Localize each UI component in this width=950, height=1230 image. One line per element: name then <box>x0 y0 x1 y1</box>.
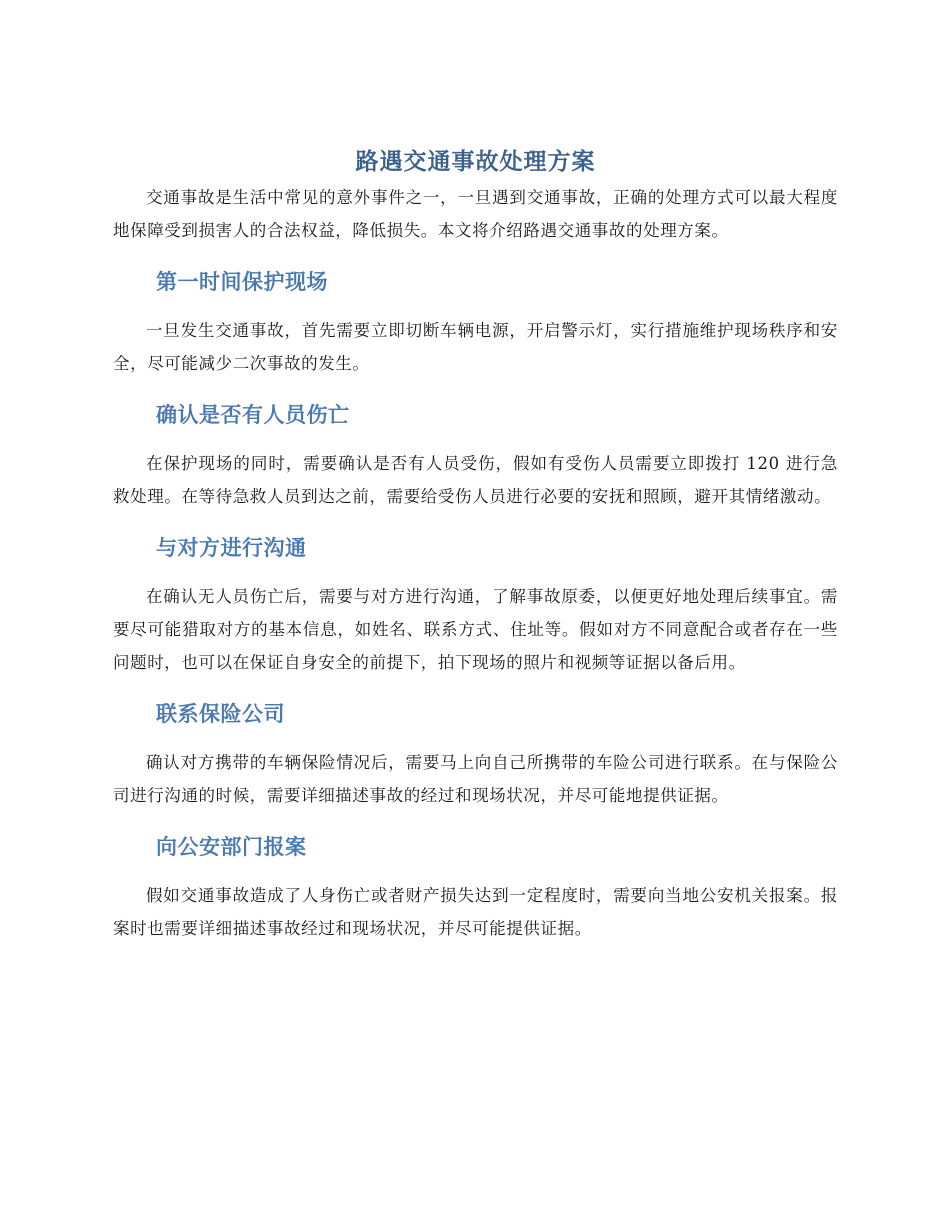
section-body-protect-scene: 一旦发生交通事故，首先需要立即切断车辆电源，开启警示灯，实行措施维护现场秩序和安全，尽可能减少二次事故的发生。 <box>113 321 838 373</box>
document-content <box>113 143 838 945</box>
document-title: 路遇交通事故处理方案 <box>355 149 596 175</box>
section-heading-insurance: 联系保险公司 <box>156 702 285 726</box>
intro-paragraph: 交通事故是生活中常见的意外事件之一，一旦遇到交通事故，正确的处理方式可以最大程度地保障受到损害人的合法权益，降低损失。本文将介绍路遇交通事故的处理方案。 <box>113 188 838 240</box>
section-body-communicate: 在确认无人员伤亡后，需要与对方进行沟通，了解事故原委，以便更好地处理后续事宜。需要尽可能猎取对方的基本信息，如姓名、联系方式、住址等。假如对方不同意配合或者存在一些问题时，也可以在保证自身安全的前提下，拍下现场的照片和视频等证据以备后用。 <box>113 587 838 672</box>
section-heading-police-report: 向公安部门报案 <box>156 835 307 859</box>
section-body-insurance: 确认对方携带的车辆保险情况后，需要马上向自己所携带的车险公司进行联系。在与保险公司进行沟通的时候，需要详细描述事故的经过和现场状况，并尽可能地提供证据。 <box>113 753 838 805</box>
section-body-check-casualties: 在保护现场的同时，需要确认是否有人员受伤，假如有受伤人员需要立即拨打 120 进行急救处理。在等待急救人员到达之前，需要给受伤人员进行必要的安抚和照顾，避开其情绪激动。 <box>113 454 838 506</box>
section-heading-check-casualties: 确认是否有人员伤亡 <box>156 403 350 427</box>
section-heading-communicate: 与对方进行沟通 <box>156 536 307 560</box>
section-body-police-report: 假如交通事故造成了人身伤亡或者财产损失达到一定程度时，需要向当地公安机关报案。报案时也需要详细描述事故经过和现场状况，并尽可能提供证据。 <box>113 886 838 938</box>
section-heading-protect-scene: 第一时间保护现场 <box>156 270 328 294</box>
